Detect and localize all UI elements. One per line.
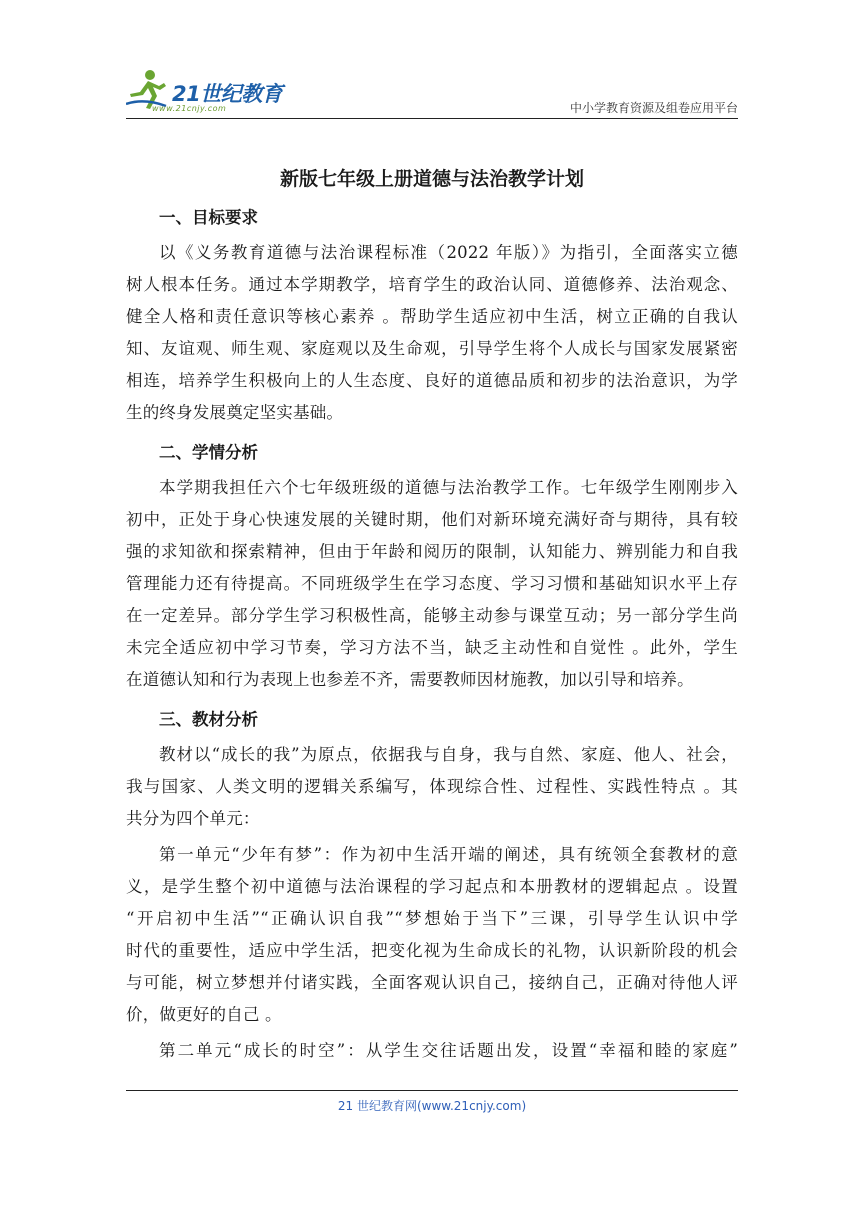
footer-link[interactable]: 21 世纪教育网(www.21cnjy.com) — [337, 1099, 527, 1113]
header-divider — [126, 118, 738, 119]
page-header — [126, 66, 738, 118]
text-line: “开启初中生活”“正确认识自我”“梦想始于当下”三课，引导学生认识中学 — [126, 909, 738, 928]
text-line: 树人根本任务。通过本学期教学，培育学生的政治认同、道德修养、法治观念、 — [126, 275, 738, 294]
text-line: 强的求知欲和探索精神，但由于年龄和阅历的限制，认知能力、辨别能力和自我 — [126, 542, 738, 561]
text-line: 初中，正处于身心快速发展的关键时期，他们对新环境充满好奇与期待，具有较 — [126, 510, 738, 529]
section-heading-textbook: 三、教材分析 — [159, 710, 258, 729]
text-line: 第一单元“少年有梦”：作为初中生活开端的阐述，具有统领全套教材的意 — [159, 845, 738, 864]
text-line: 价，做更好的自己 。 — [126, 1005, 282, 1024]
paragraph-unit-one — [126, 839, 738, 1031]
text-line: 教材以“成长的我”为原点，依据我与自身，我与自然、家庭、他人、社会， — [159, 745, 738, 764]
paragraph-unit-two — [126, 1035, 738, 1067]
logo-text: 21世纪教育 — [172, 82, 283, 106]
text-line: 我与国家、人类文明的逻辑关系编写，体现综合性、过程性、实践性特点 。其 — [126, 777, 738, 796]
text-line: 共分为四个单元： — [126, 809, 260, 828]
text-line: 义，是学生整个初中道德与法治课程的学习起点和本册教材的逻辑起点 。设置 — [126, 877, 738, 896]
platform-label: 中小学教育资源及组卷应用平台 — [569, 101, 738, 115]
paragraph-goals — [126, 237, 738, 429]
paragraph-textbook-intro — [126, 739, 738, 835]
text-line: 相连，培养学生积极向上的人生态度、良好的道德品质和初步的法治意识，为学 — [126, 371, 738, 390]
document-body — [126, 198, 738, 1067]
text-line: 生的终身发展奠定坚实基础。 — [126, 403, 344, 422]
text-line: 知、友谊观、师生观、家庭观以及生命观，引导学生将个人成长与国家发展紧密 — [126, 339, 738, 358]
logo-url: www.21cnjy.com — [152, 104, 227, 113]
text-line: 本学期我担任六个七年级班级的道德与法治教学工作。七年级学生刚刚步入 — [159, 478, 738, 497]
document-title: 新版七年级上册道德与法治教学计划 — [279, 168, 584, 190]
section-heading-students: 二、学情分析 — [159, 443, 258, 462]
text-line: 第二单元“成长的时空”：从学生交往话题出发，设置“幸福和睦的家庭” — [159, 1041, 738, 1060]
text-line: 与可能，树立梦想并付诸实践，全面客观认识自己，接纳自己，正确对待他人评 — [126, 973, 738, 992]
paragraph-students — [126, 472, 738, 696]
text-line: 在道德认知和行为表现上也参差不齐，需要教师因材施教，加以引导和培养。 — [126, 670, 694, 689]
text-line: 时代的重要性，适应中学生活，把变化视为生命成长的礼物，认识新阶段的机会 — [126, 941, 738, 960]
text-line: 管理能力还有待提高。不同班级学生在学习态度、学习习惯和基础知识水平上存 — [126, 574, 738, 593]
text-line: 未完全适应初中学习节奏，学习方法不当，缺乏主动性和自觉性 。此外，学生 — [126, 638, 738, 657]
text-line: 以《义务教育道德与法治课程标准（2022 年版）》为指引，全面落实立德 — [159, 243, 738, 262]
site-logo — [126, 66, 296, 116]
text-line: 健全人格和责任意识等核心素养 。帮助学生适应初中生活，树立正确的自我认 — [126, 307, 738, 326]
text-line: 在一定差异。部分学生学习积极性高，能够主动参与课堂互动；另一部分学生尚 — [126, 606, 738, 625]
footer-divider — [126, 1090, 738, 1091]
section-heading-goals: 一、目标要求 — [159, 208, 258, 227]
